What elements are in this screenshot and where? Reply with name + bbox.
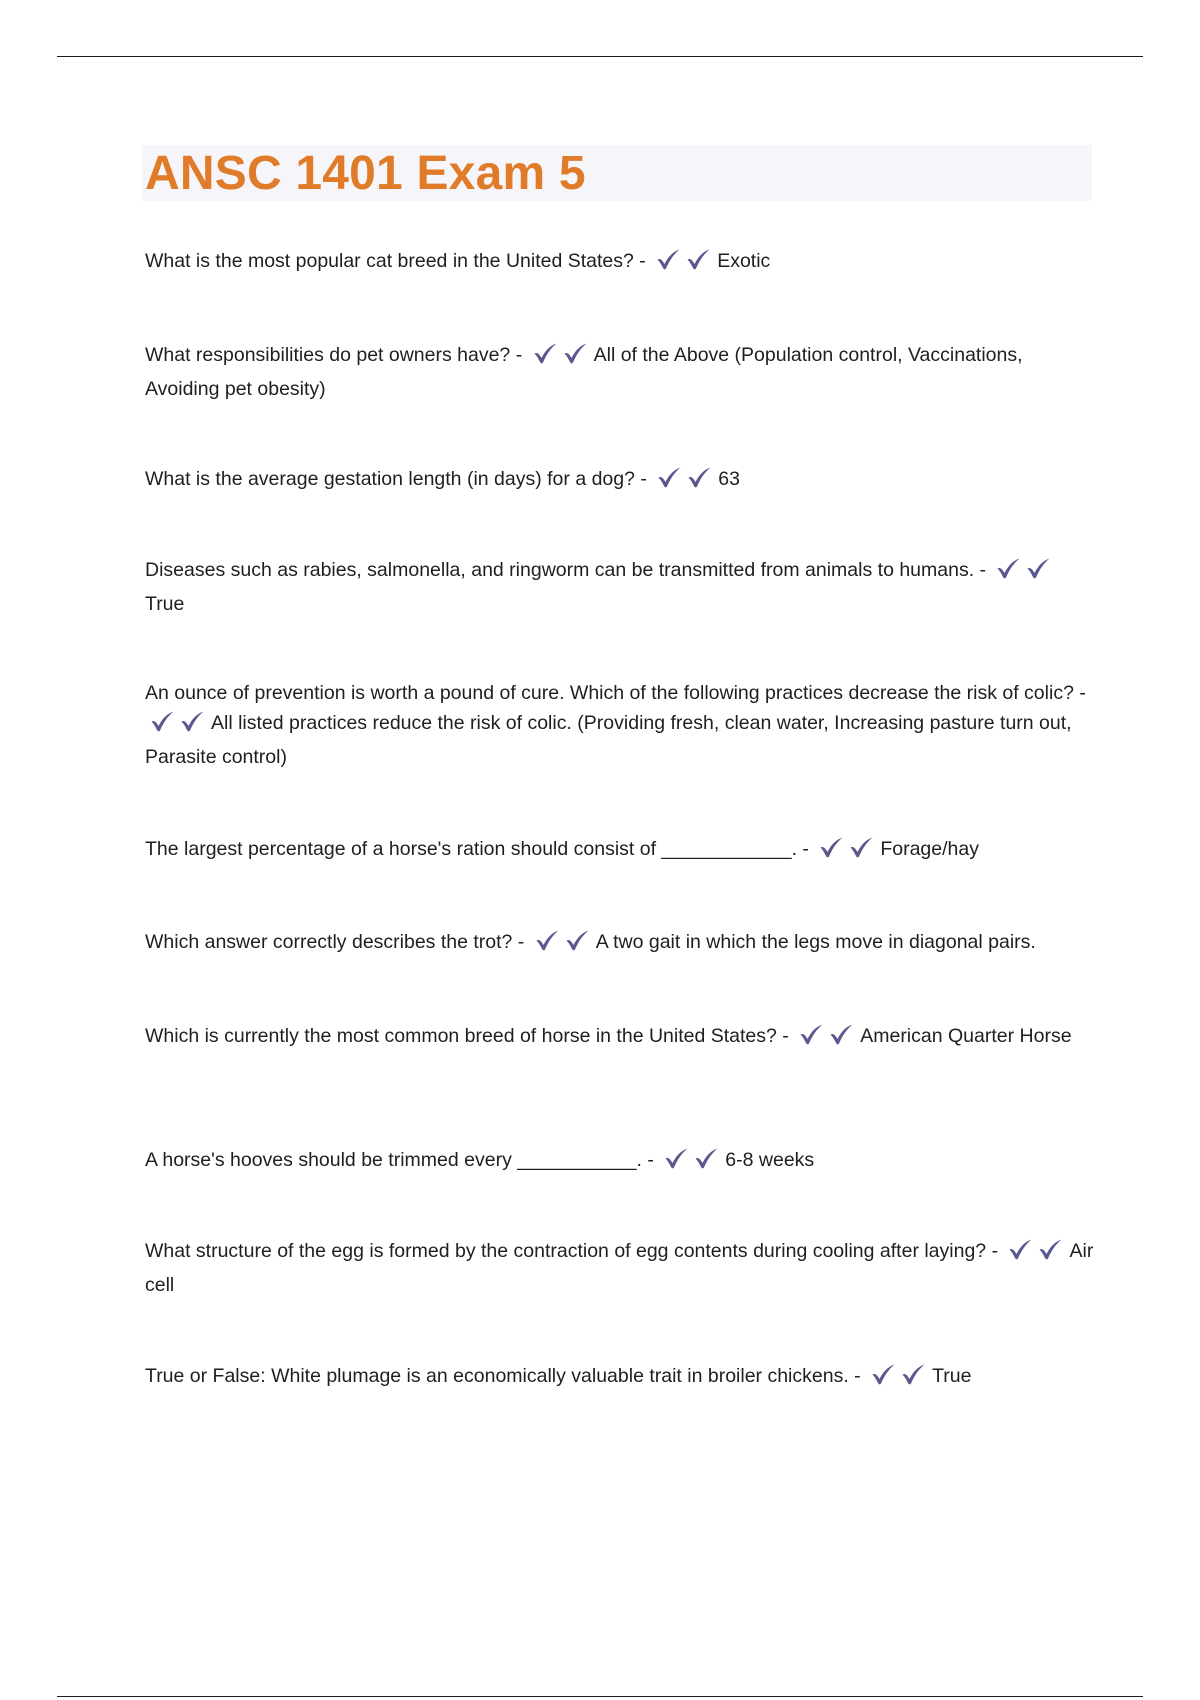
- checkmark-icon: [870, 1362, 897, 1386]
- answer-checks: [532, 341, 592, 374]
- question-text: Diseases such as rabies, salmonella, and ringworm can be transmitted from animals to humans. -: [145, 559, 987, 581]
- checkmark-icon: [534, 928, 561, 952]
- answer-text: American Quarter Horse: [860, 1025, 1072, 1047]
- top-rule: [57, 56, 1143, 57]
- qa-item: [145, 834, 1095, 868]
- bottom-rule: [57, 1696, 1143, 1697]
- answer-text: True: [932, 1365, 972, 1387]
- qa-item: [145, 1145, 1095, 1179]
- checkmark-icon: [818, 835, 845, 859]
- checkmark-icon: [828, 1022, 855, 1046]
- qa-item: [145, 1021, 1095, 1055]
- answer-text: 6-8 weeks: [725, 1149, 815, 1171]
- answer-checks: [656, 465, 716, 498]
- answer-checks: [1007, 1237, 1067, 1270]
- qa-item: [145, 464, 1095, 498]
- answer-checks: [663, 1146, 723, 1179]
- answer-text: All of the Above (Population control, Vaccinations, Avoiding pet obesity): [145, 344, 1023, 400]
- qa-item: [145, 555, 1095, 619]
- checkmark-icon: [179, 709, 206, 733]
- checkmark-icon: [1037, 1237, 1064, 1261]
- checkmark-icon: [686, 465, 713, 489]
- qa-item: [145, 340, 1095, 404]
- checkmark-icon: [663, 1146, 690, 1170]
- answer-checks: [995, 556, 1055, 589]
- answer-text: Forage/hay: [880, 838, 979, 860]
- checkmark-icon: [655, 247, 682, 271]
- answer-text: All listed practices reduce the risk of colic. (Providing fresh, clean water, Increasing pasture turn out, Parasite control): [145, 712, 1072, 768]
- checkmark-icon: [1007, 1237, 1034, 1261]
- answer-checks: [655, 247, 715, 280]
- checkmark-icon: [1025, 556, 1052, 580]
- answer-text: 63: [718, 468, 740, 490]
- question-text: Which answer correctly describes the trot? -: [145, 931, 525, 953]
- checkmark-icon: [656, 465, 683, 489]
- checkmark-icon: [798, 1022, 825, 1046]
- question-text: A horse's hooves should be trimmed every ___________. -: [145, 1149, 654, 1171]
- answer-checks: [818, 835, 878, 868]
- answer-text: A two gait in which the legs move in diagonal pairs.: [595, 931, 1036, 953]
- qa-item: [145, 927, 1095, 961]
- qa-item: [145, 1361, 1095, 1395]
- checkmark-icon: [848, 835, 875, 859]
- question-text: An ounce of prevention is worth a pound of cure. Which of the following practices decrease the risk of colic? -: [145, 682, 1086, 704]
- question-text: Which is currently the most common breed of horse in the United States? -: [145, 1025, 789, 1047]
- qa-item: [145, 678, 1095, 772]
- page-title: ANSC 1401 Exam 5: [145, 147, 586, 200]
- answer-text: Exotic: [717, 250, 771, 272]
- checkmark-icon: [685, 247, 712, 271]
- question-text: What is the most popular cat breed in the United States? -: [145, 250, 646, 272]
- answer-checks: [149, 709, 209, 742]
- checkmark-icon: [532, 341, 559, 365]
- answer-checks: [798, 1022, 858, 1055]
- question-text: The largest percentage of a horse's ration should consist of ____________. -: [145, 838, 809, 860]
- question-text: What is the average gestation length (in days) for a dog? -: [145, 468, 647, 490]
- checkmark-icon: [149, 709, 176, 733]
- answer-checks: [534, 928, 594, 961]
- checkmark-icon: [562, 341, 589, 365]
- question-text: True or False: White plumage is an economically valuable trait in broiler chickens. -: [145, 1365, 861, 1387]
- question-text: What responsibilities do pet owners have? -: [145, 344, 523, 366]
- checkmark-icon: [693, 1146, 720, 1170]
- checkmark-icon: [995, 556, 1022, 580]
- answer-text: True: [145, 593, 185, 615]
- question-text: What structure of the egg is formed by the contraction of egg contents during cooling after laying? -: [145, 1240, 999, 1262]
- checkmark-icon: [900, 1362, 927, 1386]
- answer-checks: [870, 1362, 930, 1395]
- checkmark-icon: [564, 928, 591, 952]
- qa-item: [145, 1236, 1095, 1300]
- answer-text: Air cell: [145, 1240, 1094, 1296]
- qa-item: [145, 246, 1095, 280]
